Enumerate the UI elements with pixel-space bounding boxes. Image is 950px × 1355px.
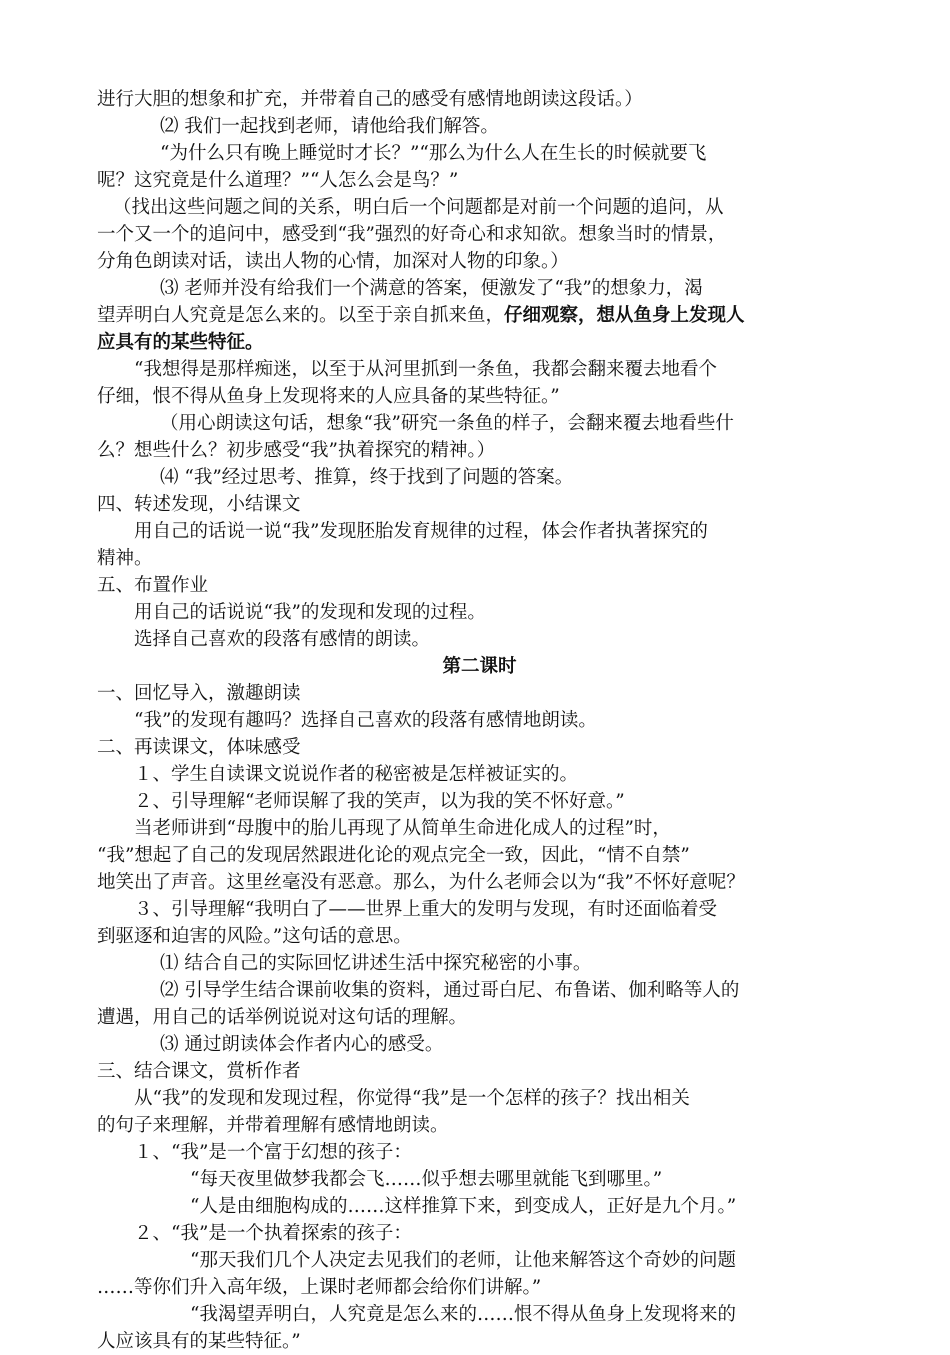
text-line [97, 1166, 862, 1193]
text-line [97, 1220, 862, 1247]
section-heading [97, 653, 862, 680]
text-line [97, 1058, 862, 1085]
document-body [97, 86, 862, 1355]
line-text: ⑵ 我们一起找到老师，请他给我们解答。 [160, 116, 499, 137]
text-line [97, 869, 862, 896]
line-text: 从“我”的发现和发现过程，你觉得“我”是一个怎样的孩子？找出相关 [134, 1088, 690, 1109]
line-text: 当老师讲到“母腹中的胎儿再现了从简单生命进化成人的过程”时， [134, 818, 671, 839]
text-line [97, 680, 862, 707]
line-text: 仔细，恨不得从鱼身上发现将来的人应具备的某些特征。” [97, 386, 560, 407]
line-text: （用心朗读这句话，想象“我”研究一条鱼的样子，会翻来覆去地看些什 [160, 413, 734, 434]
text-line [97, 1031, 862, 1058]
line-text: ２、引导理解“老师误解了我的笑声，以为我的笑不怀好意。” [134, 791, 625, 812]
text-line [97, 518, 862, 545]
line-text: 第二课时 [442, 656, 517, 677]
line-text: 三、结合课文，赏析作者 [97, 1061, 301, 1082]
text-line [97, 275, 862, 302]
text-line [97, 626, 862, 653]
text-line [97, 383, 862, 410]
text-line [97, 1301, 862, 1328]
text-line [97, 1004, 862, 1031]
line-text: “我”想起了自己的发现居然跟进化论的观点完全一致，因此，“情不自禁” [97, 845, 690, 866]
line-text: ２、“我”是一个执着探索的孩子： [134, 1223, 412, 1244]
line-text: “我渴望弄明白，人究竟是怎么来的……恨不得从鱼身上发现将来的 [190, 1304, 736, 1325]
line-text: ⑵ 引导学生结合课前收集的资料，通过哥白尼、布鲁诺、伽利略等人的 [160, 980, 740, 1001]
emphasized-text: 仔细观察，想从鱼身上发现人 [504, 305, 745, 326]
line-text: 一个又一个的追问中，感受到“我”强烈的好奇心和求知欲。想象当时的情景， [97, 224, 727, 245]
text-line [97, 464, 862, 491]
line-text: “我想得是那样痴迷，以至于从河里抓到一条鱼，我都会翻来覆去地看个 [134, 359, 717, 380]
line-text: 遭遇，用自己的话举例说说对这句话的理解。 [97, 1007, 468, 1028]
line-text: ⑶ 通过朗读体会作者内心的感受。 [160, 1034, 444, 1055]
line-text: 分角色朗读对话，读出人物的心情，加深对人物的印象。） [97, 251, 569, 272]
text-line [97, 356, 862, 383]
text-line [97, 1139, 862, 1166]
text-line [97, 950, 862, 977]
text-line [97, 923, 862, 950]
emphasized-text: 应具有的某些特征。 [97, 332, 264, 353]
text-line [97, 842, 862, 869]
text-line [97, 1328, 862, 1355]
text-line [97, 329, 862, 356]
text-line [97, 761, 862, 788]
text-line [97, 491, 862, 518]
line-text: 人应该具有的某些特征。” [97, 1331, 301, 1352]
text-line [97, 815, 862, 842]
text-line [97, 410, 862, 437]
text-line [97, 248, 862, 275]
text-line [97, 1193, 862, 1220]
text-line [97, 734, 862, 761]
line-text: １、学生自读课文说说作者的秘密被是怎样被证实的。 [134, 764, 579, 785]
line-text: “每天夜里做梦我都会飞……似乎想去哪里就能飞到哪里。” [190, 1169, 663, 1190]
text-line [97, 302, 862, 329]
text-line [97, 1085, 862, 1112]
line-text: 到驱逐和迫害的风险。”这句话的意思。 [97, 926, 412, 947]
text-line [97, 977, 862, 1004]
text-line [97, 707, 862, 734]
text-line [97, 167, 862, 194]
text-line [97, 194, 862, 221]
text-line [97, 1247, 862, 1274]
line-text: “我”的发现有趣吗？选择自己喜欢的段落有感情地朗读。 [134, 710, 597, 731]
line-text: ……等你们升入高年级，上课时老师都会给你们讲解。” [97, 1277, 542, 1298]
line-text: 望弄明白人究竟是怎么来的。以至于亲自抓来鱼， [97, 305, 505, 326]
line-text: 地笑出了声音。这里丝毫没有恶意。那么，为什么老师会以为“我”不怀好意呢？ [97, 872, 745, 893]
text-line [97, 1274, 862, 1301]
line-text: 用自己的话说一说“我”发现胚胎发育规律的过程，体会作者执著探究的 [134, 521, 708, 542]
text-line [97, 221, 862, 248]
line-text: 用自己的话说说“我”的发现和发现的过程。 [134, 602, 486, 623]
line-text: ３、引导理解“我明白了——世界上重大的发明与发现，有时还面临着受 [134, 899, 717, 920]
text-line [97, 1112, 862, 1139]
line-text: ⑴ 结合自己的实际回忆讲述生活中探究秘密的小事。 [160, 953, 592, 974]
text-line [97, 896, 862, 923]
line-text: “人是由细胞构成的……这样推算下来，到变成人，正好是九个月。” [190, 1196, 737, 1217]
line-text: 进行大胆的想象和扩充，并带着自己的感受有感情地朗读这段话。） [97, 89, 643, 110]
line-text: 选择自己喜欢的段落有感情的朗读。 [134, 629, 431, 650]
line-text: “那天我们几个人决定去见我们的老师，让他来解答这个奇妙的问题 [190, 1250, 736, 1271]
line-text: 一、回忆导入，激趣朗读 [97, 683, 301, 704]
line-text: 精神。 [97, 548, 153, 569]
line-text: 的句子来理解，并带着理解有感情地朗读。 [97, 1115, 449, 1136]
text-line [97, 545, 862, 572]
text-line [97, 113, 862, 140]
line-text: ⑷ “我”经过思考、推算，终于找到了问题的答案。 [160, 467, 574, 488]
text-line [97, 788, 862, 815]
text-line [97, 599, 862, 626]
line-text: 四、转述发现，小结课文 [97, 494, 301, 515]
line-text: １、“我”是一个富于幻想的孩子： [134, 1142, 412, 1163]
text-line [97, 140, 862, 167]
line-text: 呢？这究竟是什么道理？”“人怎么会是鸟？” [97, 170, 459, 191]
text-line [97, 437, 862, 464]
line-text: 么？想些什么？初步感受“我”执着探究的精神。） [97, 440, 496, 461]
line-text: “为什么只有晚上睡觉时才长？”“那么为什么人在生长的时候就要飞 [160, 143, 707, 164]
line-text: ⑶ 老师并没有给我们一个满意的答案，便激发了“我”的想象力，渴 [160, 278, 703, 299]
text-line [97, 86, 862, 113]
line-text: （找出这些问题之间的关系，明白后一个问题都是对前一个问题的追问，从 [113, 197, 724, 218]
text-line [97, 572, 862, 599]
line-text: 五、布置作业 [97, 575, 209, 596]
line-text: 二、再读课文，体味感受 [97, 737, 301, 758]
